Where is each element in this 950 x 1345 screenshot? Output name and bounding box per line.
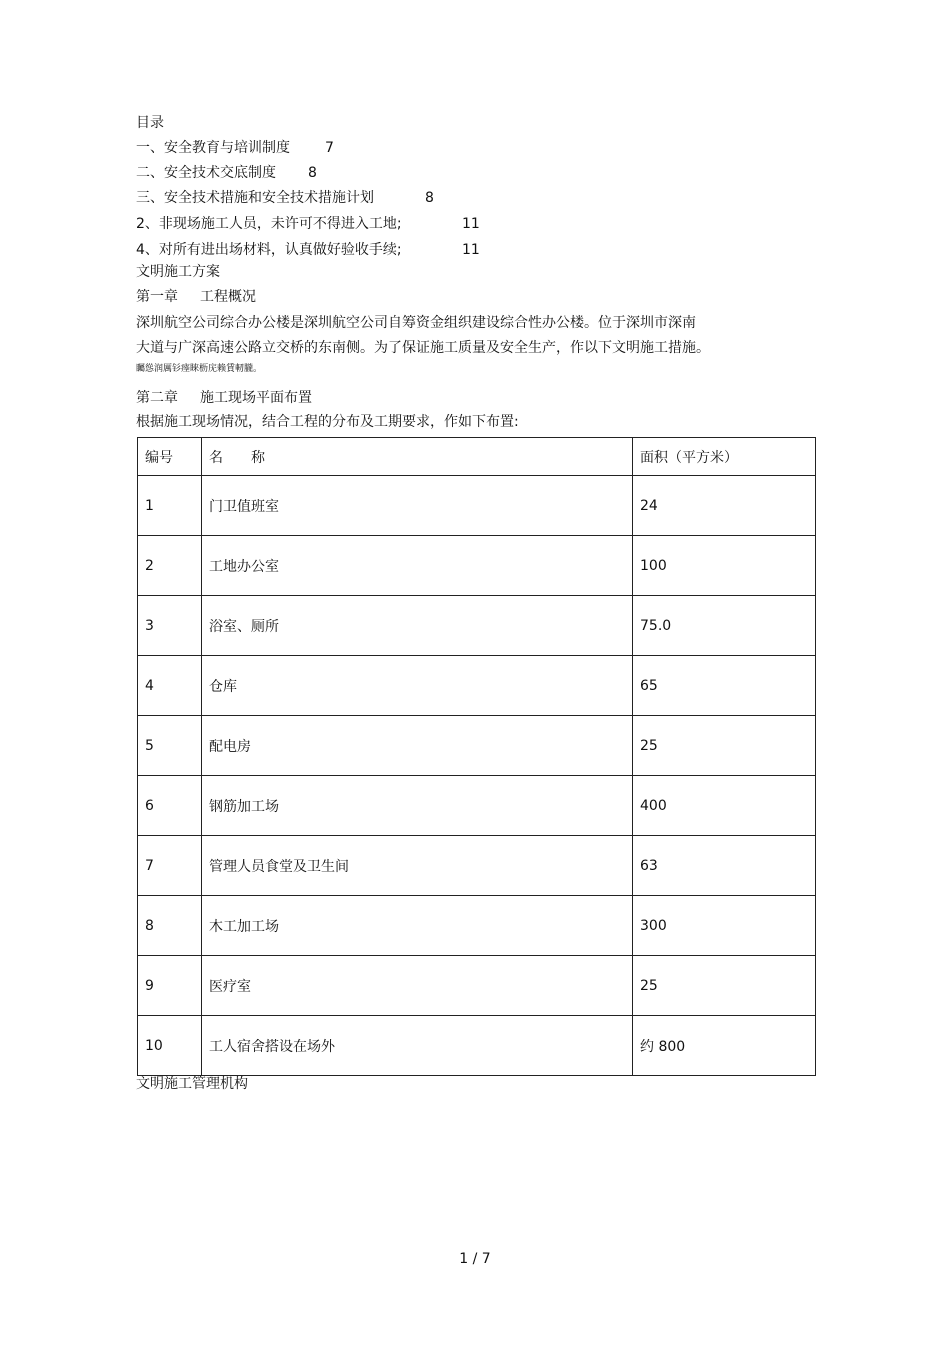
header-name: 名 称 xyxy=(202,438,633,476)
chapter-title: 工程概况 xyxy=(200,289,256,305)
toc-item[interactable] xyxy=(136,241,480,259)
toc-item-text: 三、安全技术措施和安全技术措施计划 xyxy=(136,190,374,206)
cell-name: 配电房 xyxy=(202,716,633,776)
cell-number: 1 xyxy=(138,476,202,536)
toc-item-text: 4、对所有进出场材料，认真做好验收手续; xyxy=(136,242,402,258)
toc-item-text: 一、安全教育与培训制度 xyxy=(136,140,290,156)
cell-area: 24 xyxy=(633,476,816,536)
cell-name: 工人宿舍搭设在场外 xyxy=(202,1016,633,1076)
cell-name: 木工加工场 xyxy=(202,896,633,956)
cell-area: 75.0 xyxy=(633,596,816,656)
toc-item[interactable] xyxy=(136,215,480,233)
cell-number: 9 xyxy=(138,956,202,1016)
overview-paragraph-line: 大道与广深高速公路立交桥的东南侧。为了保证施工质量及安全生产，作以下文明施工措施。 xyxy=(136,340,710,356)
chapter-title: 施工现场平面布置 xyxy=(200,390,312,406)
cell-number: 5 xyxy=(138,716,202,776)
table-row xyxy=(138,956,816,1016)
cell-name: 门卫值班室 xyxy=(202,476,633,536)
cell-area: 100 xyxy=(633,536,816,596)
document-title: 文明施工方案 xyxy=(136,264,220,280)
cell-number: 7 xyxy=(138,836,202,896)
site-layout-table xyxy=(137,437,816,1076)
cell-name: 管理人员食堂及卫生间 xyxy=(202,836,633,896)
page-number: 1 / 7 xyxy=(459,1251,491,1267)
table-row xyxy=(138,896,816,956)
toc-item-page: 7 xyxy=(325,140,334,156)
layout-intro: 根据施工现场情况，结合工程的分布及工期要求，作如下布置: xyxy=(136,414,519,430)
cell-area: 约 800 xyxy=(633,1016,816,1076)
table-row xyxy=(138,836,816,896)
cell-name: 医疗室 xyxy=(202,956,633,1016)
chapter-number: 第二章 xyxy=(136,390,178,406)
overview-paragraph-line: 深圳航空公司综合办公楼是深圳航空公司自筹资金组织建设综合性办公楼。位于深圳市深南 xyxy=(136,315,696,331)
toc-item-text: 二、安全技术交底制度 xyxy=(136,165,276,181)
table-row xyxy=(138,776,816,836)
toc-item-page: 8 xyxy=(425,190,434,206)
management-heading: 文明施工管理机构 xyxy=(136,1076,248,1092)
toc-item[interactable] xyxy=(136,164,317,182)
toc-item-page: 8 xyxy=(308,165,317,181)
garbled-text: 矚慫润厲钐瘗睞枥庑赖賃軔朧。 xyxy=(136,364,263,374)
toc-item-page: 11 xyxy=(462,216,480,232)
toc-title: 目录 xyxy=(136,115,164,131)
cell-area: 63 xyxy=(633,836,816,896)
cell-area: 300 xyxy=(633,896,816,956)
cell-area: 25 xyxy=(633,956,816,1016)
cell-number: 6 xyxy=(138,776,202,836)
cell-number: 8 xyxy=(138,896,202,956)
header-area: 面积（平方米） xyxy=(633,438,816,476)
table-row xyxy=(138,1016,816,1076)
cell-name: 仓库 xyxy=(202,656,633,716)
toc-item[interactable] xyxy=(136,189,434,207)
cell-number: 10 xyxy=(138,1016,202,1076)
cell-area: 65 xyxy=(633,656,816,716)
table-row xyxy=(138,536,816,596)
header-number: 编号 xyxy=(138,438,202,476)
toc-item[interactable] xyxy=(136,139,334,157)
table-header-row xyxy=(138,438,816,476)
toc-item-text: 2、非现场施工人员，未许可不得进入工地; xyxy=(136,216,402,232)
toc-item-page: 11 xyxy=(462,242,480,258)
cell-area: 400 xyxy=(633,776,816,836)
cell-number: 3 xyxy=(138,596,202,656)
cell-area: 25 xyxy=(633,716,816,776)
chapter-number: 第一章 xyxy=(136,289,178,305)
cell-number: 4 xyxy=(138,656,202,716)
cell-number: 2 xyxy=(138,536,202,596)
table-row xyxy=(138,476,816,536)
table-row xyxy=(138,716,816,776)
chapter-1-heading xyxy=(136,288,256,306)
table-row xyxy=(138,656,816,716)
table-row xyxy=(138,596,816,656)
cell-name: 钢筋加工场 xyxy=(202,776,633,836)
chapter-2-heading xyxy=(136,389,312,407)
cell-name: 工地办公室 xyxy=(202,536,633,596)
cell-name: 浴室、厕所 xyxy=(202,596,633,656)
